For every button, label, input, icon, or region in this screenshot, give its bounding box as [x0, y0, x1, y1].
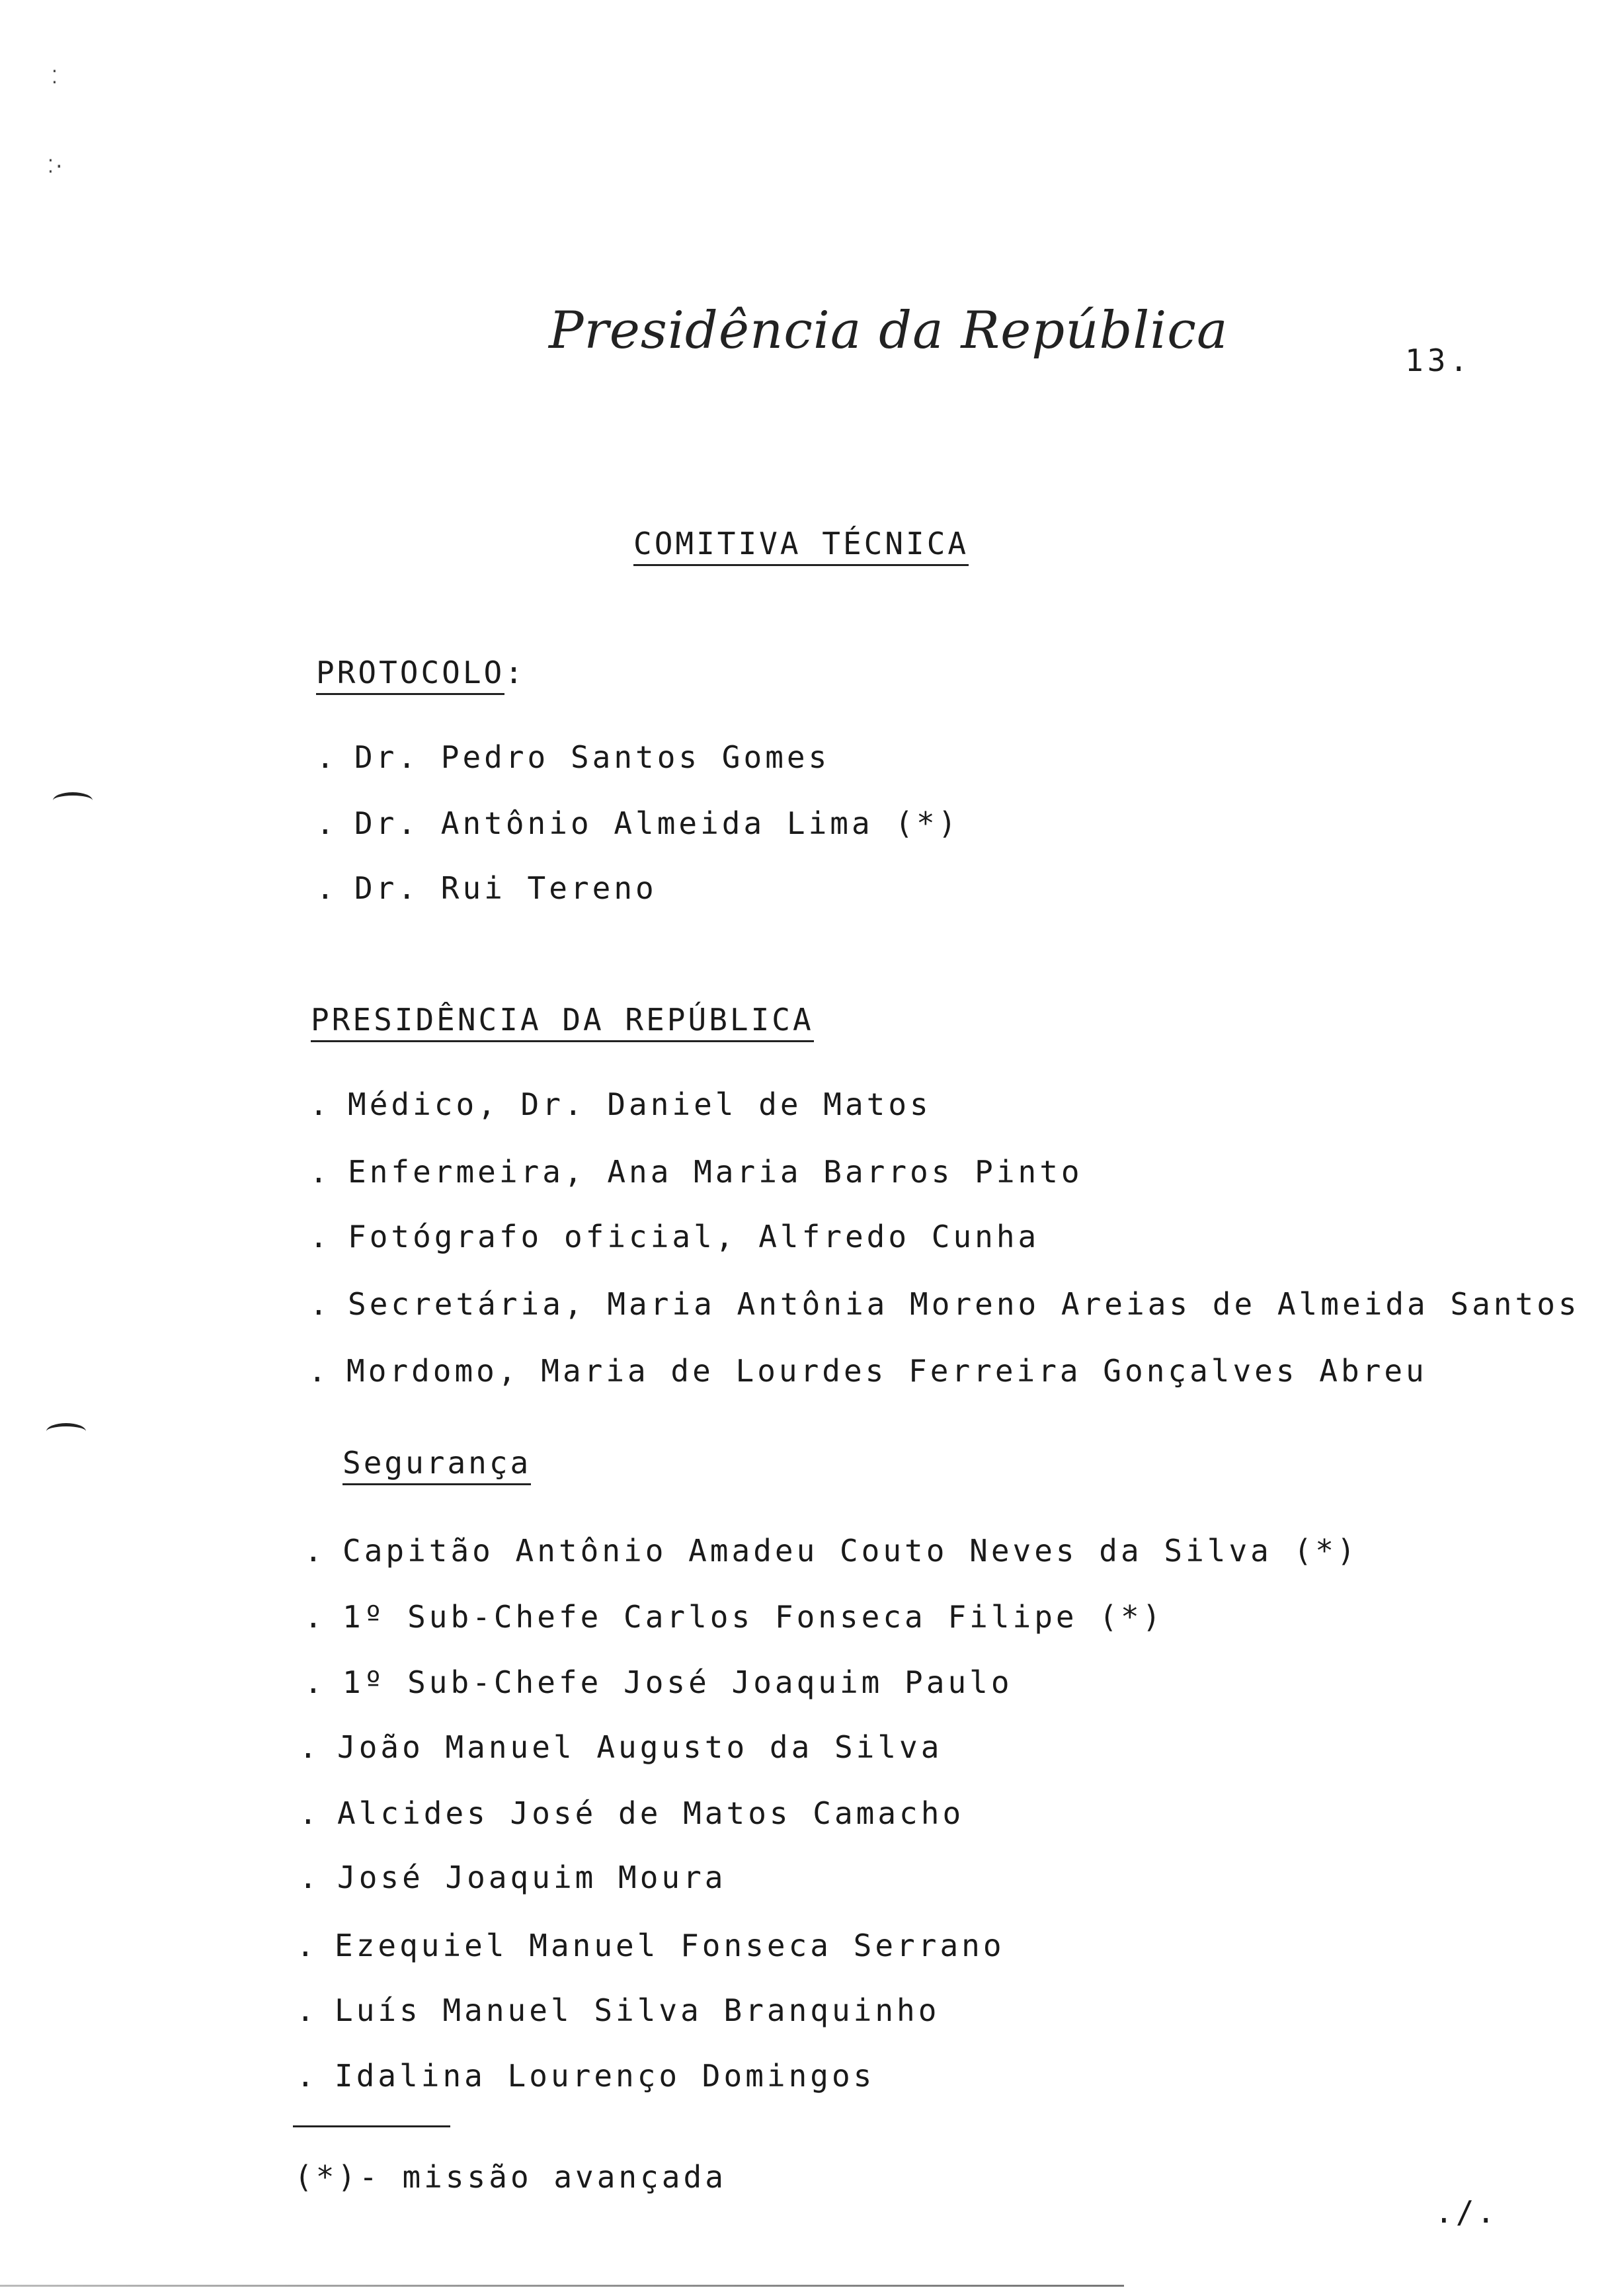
bullet: .: [309, 1154, 331, 1190]
list-item: [299, 1795, 964, 1831]
list-item-text: Médico, Dr. Daniel de Matos: [348, 1086, 932, 1122]
page-title: COMITIVA TÉCNICA: [633, 526, 969, 566]
scan-speck: ⁚: [52, 66, 58, 88]
bullet: .: [296, 1928, 318, 1963]
bullet: .: [316, 739, 338, 775]
list-item: [316, 739, 830, 775]
list-item-text: 1º Sub-Chefe José Joaquim Paulo: [342, 1664, 1013, 1700]
footnote: (*)- missão avançada: [294, 2159, 727, 2195]
footnote-divider: [293, 2125, 450, 2127]
list-item: [309, 1154, 1083, 1190]
list-item-text: Capitão Antônio Amadeu Couto Neves da Silva (*): [342, 1533, 1359, 1569]
bullet: .: [304, 1664, 326, 1700]
list-item: [309, 1086, 932, 1122]
list-item: [296, 1928, 1005, 1963]
punch-hole-mark: [53, 792, 93, 809]
list-item-text: José Joaquim Moura: [337, 1860, 727, 1895]
section-heading-label: PROTOCOLO: [316, 655, 504, 695]
bullet: .: [299, 1795, 321, 1831]
page-number: 13.: [1405, 343, 1472, 378]
list-item-text: Secretária, Maria Antônia Moreno Areias de Almeida Santos: [348, 1286, 1580, 1322]
list-item-text: Dr. Pedro Santos Gomes: [354, 739, 830, 775]
list-item: [296, 1992, 940, 2028]
list-item: [299, 1860, 727, 1895]
list-item-text: Fotógrafo oficial, Alfredo Cunha: [348, 1219, 1040, 1254]
list-item: [296, 2058, 875, 2094]
list-item-text: Dr. Rui Tereno: [354, 870, 657, 906]
section-heading-label: Segurança: [342, 1445, 531, 1485]
scan-edge: [0, 2285, 1124, 2287]
punch-hole-mark: [46, 1423, 86, 1440]
bullet: .: [309, 1086, 331, 1122]
list-item-text: Dr. Antônio Almeida Lima (*): [354, 805, 960, 841]
list-item-text: Alcides José de Matos Camacho: [337, 1795, 965, 1831]
section-heading-label: PRESIDÊNCIA DA REPÚBLICA: [311, 1002, 814, 1042]
bullet: .: [309, 1219, 331, 1254]
bullet: .: [316, 870, 338, 906]
letterhead: Presidência da República: [549, 301, 1228, 360]
list-item: [316, 805, 959, 841]
bullet: .: [309, 1286, 331, 1322]
bullet: .: [308, 1353, 330, 1389]
list-item: [316, 870, 657, 906]
bullet: .: [304, 1533, 326, 1569]
list-item: [299, 1729, 942, 1765]
list-item: [308, 1353, 1427, 1389]
list-item-text: João Manuel Augusto da Silva: [337, 1729, 943, 1765]
bullet: .: [316, 805, 338, 841]
list-item-text: 1º Sub-Chefe Carlos Fonseca Filipe (*): [342, 1599, 1164, 1635]
scan-speck: ⁚·: [48, 155, 65, 177]
list-item: [309, 1286, 1580, 1322]
bullet: .: [296, 1992, 318, 2028]
list-item-text: Ezequiel Manuel Fonseca Serrano: [335, 1928, 1005, 1963]
list-item: [304, 1599, 1164, 1635]
list-item-text: Luís Manuel Silva Branquinho: [335, 1992, 940, 2028]
bullet: .: [296, 2058, 318, 2094]
bullet: .: [299, 1860, 321, 1895]
bullet: .: [299, 1729, 321, 1765]
list-item: [304, 1533, 1359, 1569]
section-heading-presidencia: [311, 1002, 814, 1038]
section-heading-suffix: :: [504, 655, 526, 690]
list-item-text: Mordomo, Maria de Lourdes Ferreira Gonçalves Abreu: [346, 1353, 1427, 1389]
section-heading-protocolo: [316, 655, 526, 690]
list-item-text: Idalina Lourenço Domingos: [335, 2058, 875, 2094]
section-heading-seguranca: [342, 1445, 531, 1481]
list-item: [309, 1219, 1039, 1254]
continuation-mark: ./.: [1435, 2194, 1498, 2230]
bullet: .: [304, 1599, 326, 1635]
list-item-text: Enfermeira, Ana Maria Barros Pinto: [348, 1154, 1083, 1190]
list-item: [304, 1664, 1013, 1700]
